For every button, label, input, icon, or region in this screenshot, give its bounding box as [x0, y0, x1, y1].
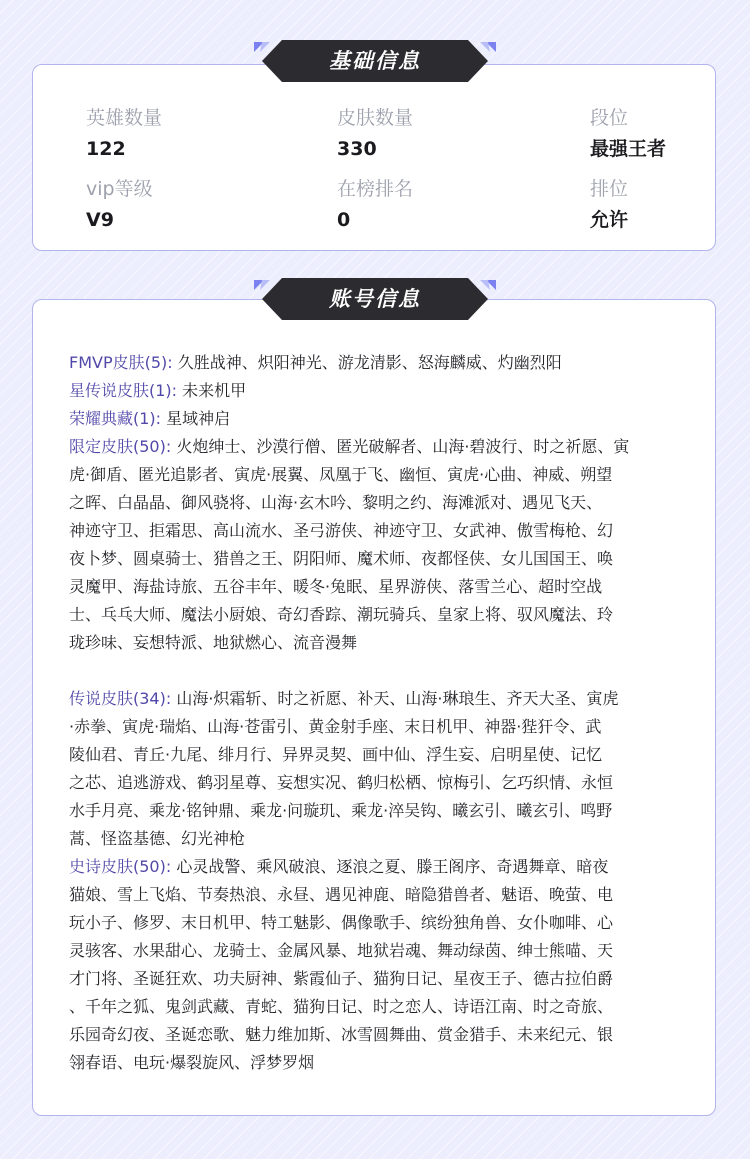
skin-group-items: 久胜战神、炽阳神光、游龙清影、怒海麟威、灼幽烈阳: [172, 353, 562, 372]
stat-label: vip等级: [86, 178, 153, 200]
skin-group-fmvp: [69, 349, 693, 377]
skin-group-label: FMVP皮肤(5):: [69, 353, 173, 372]
skin-group-limited: [69, 433, 693, 657]
skin-group-glory-collection: [69, 405, 693, 433]
skin-group-label: 限定皮肤(50):: [69, 437, 172, 456]
skin-group-label: 星传说皮肤(1):: [69, 381, 178, 400]
section-title: 账号信息: [329, 287, 421, 311]
account-info-card: [32, 299, 716, 1116]
section-header-basic: [248, 38, 502, 84]
stat-label: 排位: [590, 178, 629, 200]
skin-group-epic: [69, 853, 693, 1077]
stat-value: 330: [337, 138, 377, 160]
stat-value: 122: [86, 138, 126, 160]
skin-group-star-legend: [69, 377, 693, 405]
skin-list: [69, 349, 693, 1077]
stat-rank-tier: [590, 106, 666, 161]
stat-label: 英雄数量: [86, 107, 163, 129]
skin-group-items: 星域神启: [161, 409, 231, 428]
stat-leaderboard-rank: [337, 177, 413, 232]
skin-group-legend: [69, 685, 693, 853]
stat-value: 允许: [590, 209, 629, 231]
stat-value: 最强王者: [590, 138, 667, 160]
basic-info-card: [32, 64, 716, 251]
skin-group-items: 未来机甲: [177, 381, 247, 400]
skin-group-label: 史诗皮肤(50):: [69, 857, 172, 876]
paragraph-gap: [69, 657, 693, 685]
section-title: 基础信息: [329, 49, 421, 73]
skin-group-items: 火炮绅士、沙漠行僧、匿光破解者、山海·碧波行、时之祈愿、寅 虎·御盾、匿光追影者、寅虎·展翼、凤凰于飞、幽恒、寅虎·心曲、神威、朔望 之晖、白晶晶、御风骁将、山海·玄木吟、黎明之约、海滩派对、遇见飞天、 神迹守卫、拒霜思、高山流水、圣弓游侠、神迹守卫、女武神、傲雪梅枪、幻 夜卜梦、圆桌骑士、猎兽之王、阴阳师、魔术师、夜都怪侠、女儿国国王、唤 灵魔甲、海盐诗旅、五谷丰年、暖冬·兔眠、星界游侠、落雪兰心、超时空战 士、乓乓大师、魔法小厨娘、奇幻香踪、潮玩骑兵、皇家上将、驭风魔法、玲 珑珍味、妄想特派、地狱燃心、流音漫舞: [69, 437, 630, 652]
stat-label: 在榜排名: [337, 178, 414, 200]
stat-value: V9: [86, 209, 114, 231]
stat-label: 皮肤数量: [337, 107, 414, 129]
stat-label: 段位: [590, 107, 629, 129]
skin-group-items: 心灵战警、乘风破浪、逐浪之夏、滕王阁序、奇遇舞章、暗夜 猫娘、雪上飞焰、节奏热浪、永昼、遇见神鹿、暗隐猎兽者、魅语、晚萤、电 玩小子、修罗、末日机甲、特工魅影、偶像歌手、缤纷独角兽、女仆咖啡、心 灵骇客、水果甜心、龙骑士、金属风暴、地狱岩魂、舞动绿茵、绅士熊喵、天 才门将、圣诞狂欢、功夫厨神、紫霞仙子、猫狗日记、星夜王子、德古拉伯爵 、千年之狐、鬼剑武藏、青蛇、猫狗日记、时之恋人、诗语江南、时之奇旅、 乐园奇幻夜、圣诞恋歌、魅力维加斯、冰雪圆舞曲、赏金猎手、未来纪元、银 翎春语、电玩·爆裂旋风、浮梦罗烟: [69, 857, 614, 1072]
stat-value: 0: [337, 209, 351, 231]
stat-skin-count: [337, 106, 413, 161]
stat-ranked-mode: [590, 177, 628, 232]
stat-vip-level: [86, 177, 153, 232]
stat-hero-count: [86, 106, 162, 161]
skin-group-label: 传说皮肤(34):: [69, 689, 172, 708]
skin-group-label: 荣耀典藏(1):: [69, 409, 162, 428]
skin-group-items: 山海·炽霜斩、时之祈愿、补天、山海·琳琅生、齐天大圣、寅虎 ·赤拳、寅虎·瑞焰、山海·苍雷引、黄金射手座、末日机甲、神器·狴犴令、武 陵仙君、青丘·九尾、绯月行、异界灵契、画中仙、浮生妄、启明星使、记忆 之芯、追逃游戏、鹤羽星尊、妄想实况、鹤归松栖、惊梅引、乞巧织情、永恒 水手月亮、乘龙·铭钟鼎、乘龙·问璇玑、乘龙·淬吴钩、曦玄引、曦玄引、鸣野 蒿、怪盗基德、幻光神枪: [69, 689, 619, 848]
section-header-account: [248, 276, 502, 322]
